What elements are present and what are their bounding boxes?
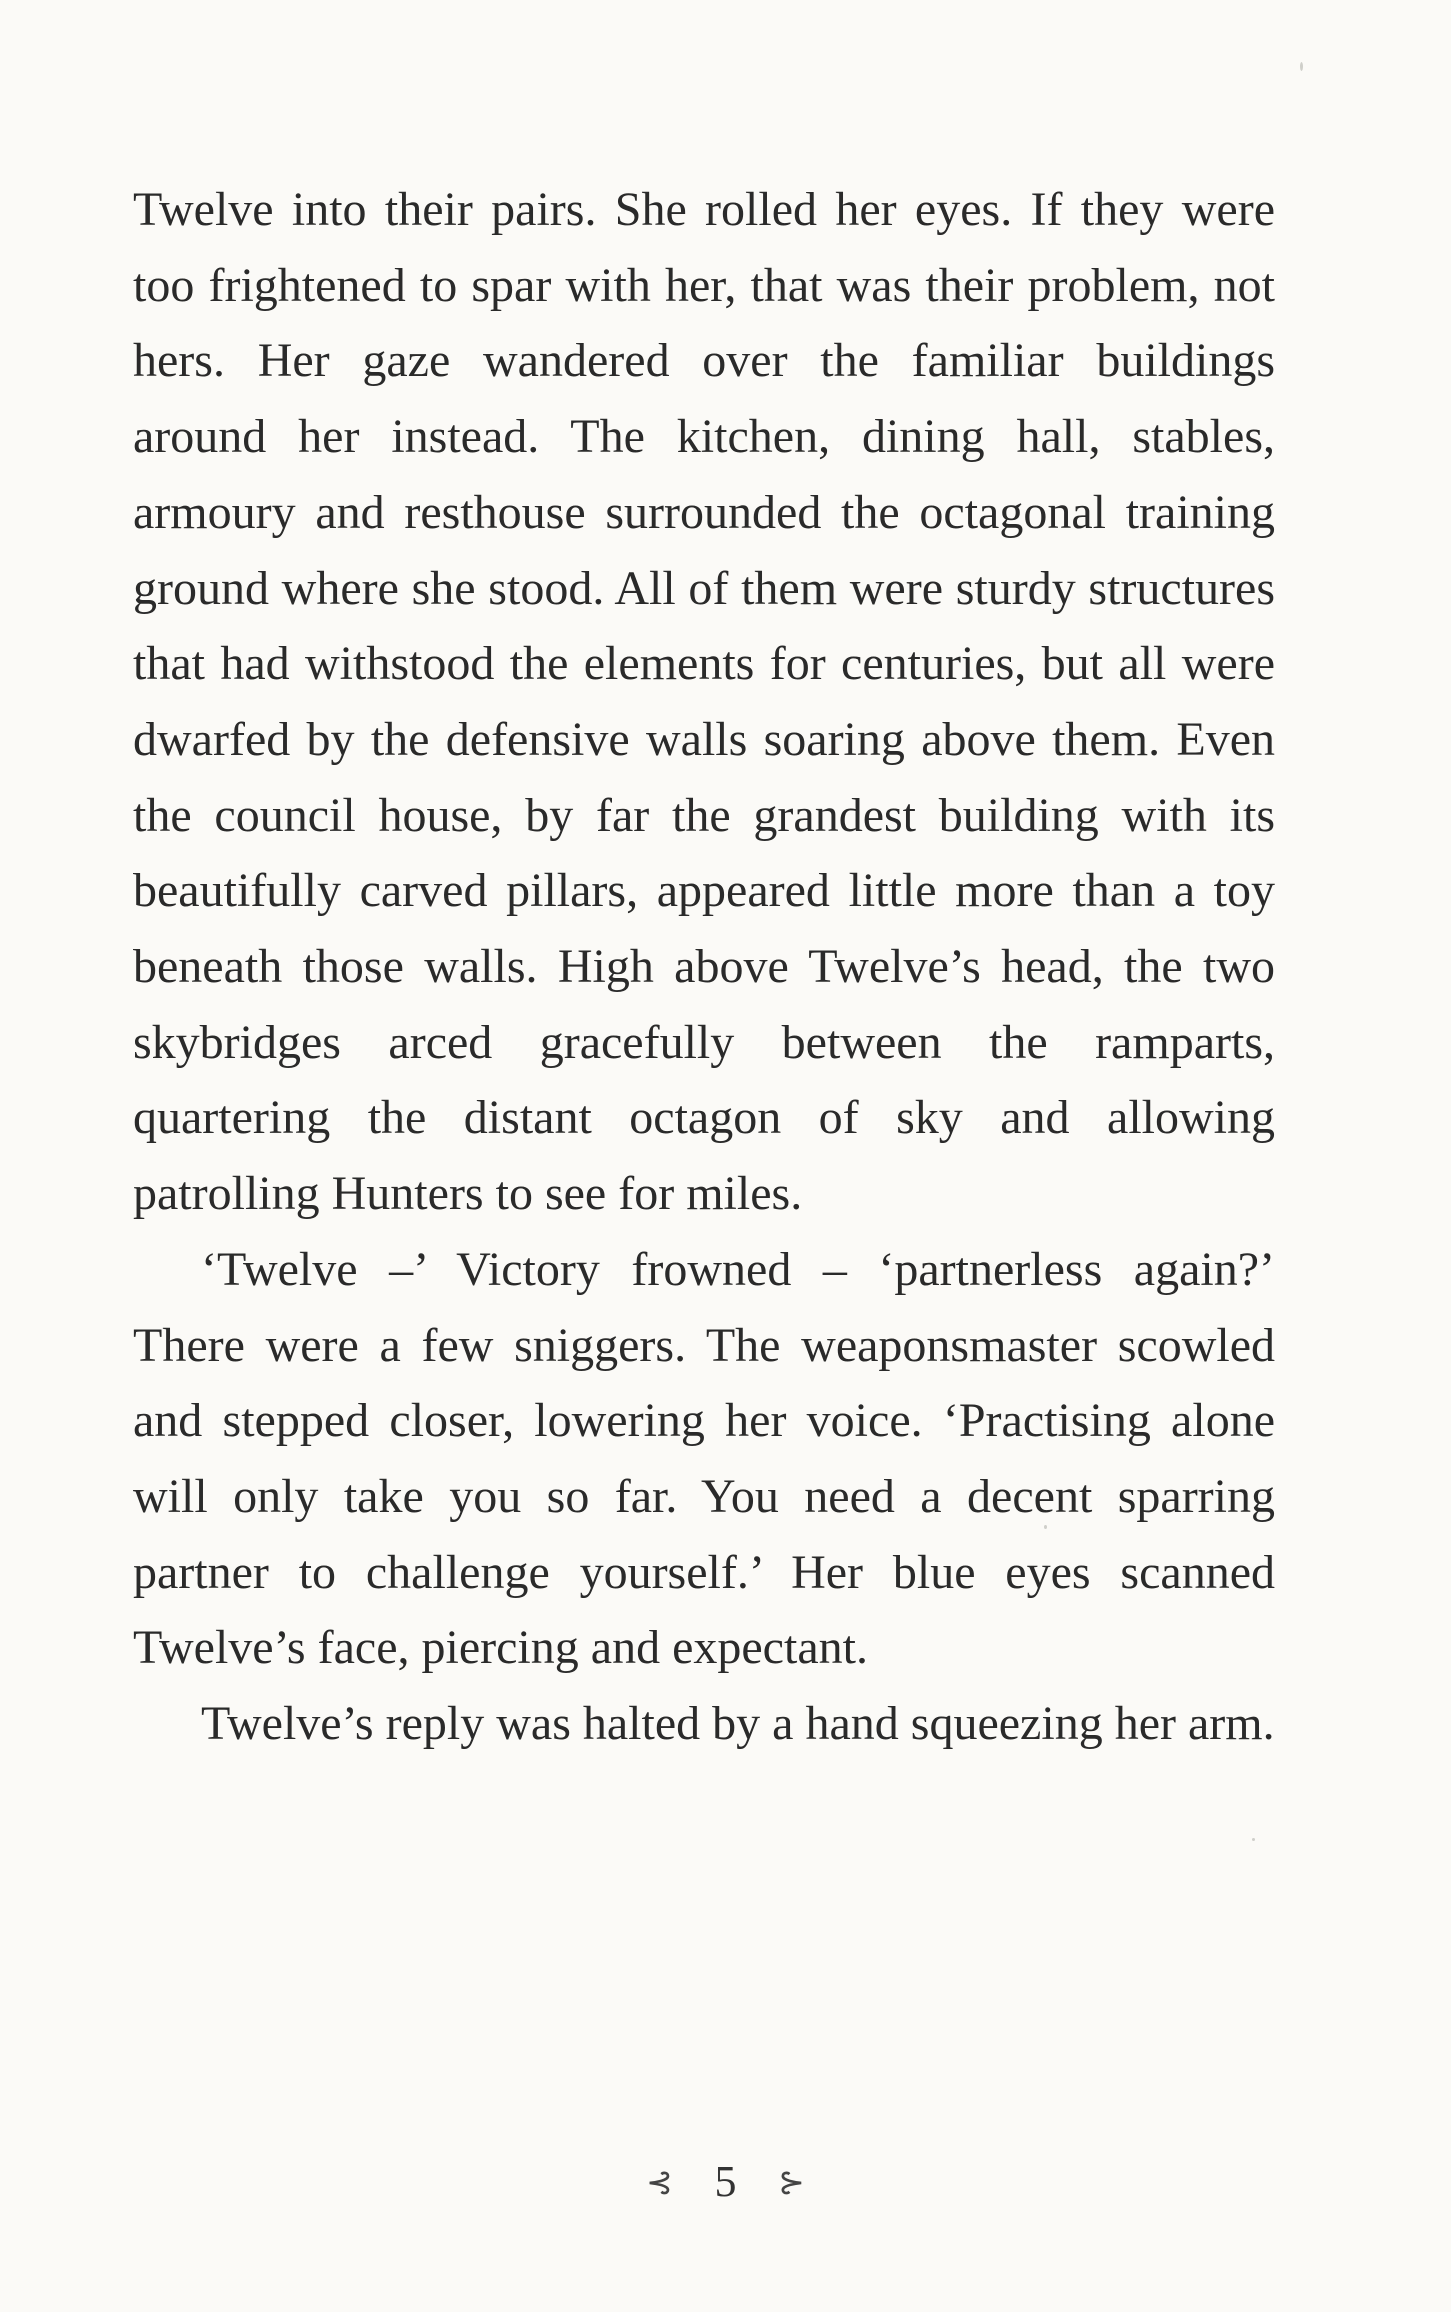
left-ornament-icon: ⊰ [646, 2163, 673, 2200]
paper-speck [1300, 62, 1303, 71]
paragraph-2: ‘Twelve –’ Victory frowned – ‘partnerless again?’ There were a few sniggers. The weaponsmaster scowled and stepped closer, lowering her voice. ‘Practising alone will only take you so far. You need a decent sparring partner to challenge yourself.’ Her blue eyes scanned Twelve’s face, piercing and expectant. [133, 1242, 1275, 1675]
paragraph-3: Twelve’s reply was halted by a hand squeezing her arm. [201, 1697, 1275, 1751]
paper-speck [1252, 1838, 1255, 1841]
body-text [133, 172, 1275, 1762]
right-ornament-icon: ⊱ [778, 2163, 805, 2200]
paper-speck [1044, 1525, 1047, 1529]
page-footer [0, 2148, 1451, 2212]
paragraph-1: Twelve into their pairs. She rolled her eyes. If they were too frightened to spar with her, that was their problem, not hers. Her gaze wandered over the familiar buildings around her instead. The kitchen, dining hall, stables, armoury and resthouse surrounded the octagonal training ground where she stood. All of them were sturdy structures that had withstood the elements for centuries, but all were dwarfed by the defensive walls soaring above them. Even the council house, by far the grandest building with its beautifully carved pillars, appeared little more than a toy beneath those walls. High above Twelve’s head, the two skybridges arced gracefully between the ramparts, quartering the distant octagon of sky and allowing patrolling Hunters to see for miles. [133, 183, 1275, 1221]
page-number: 5 [714, 2156, 737, 2206]
